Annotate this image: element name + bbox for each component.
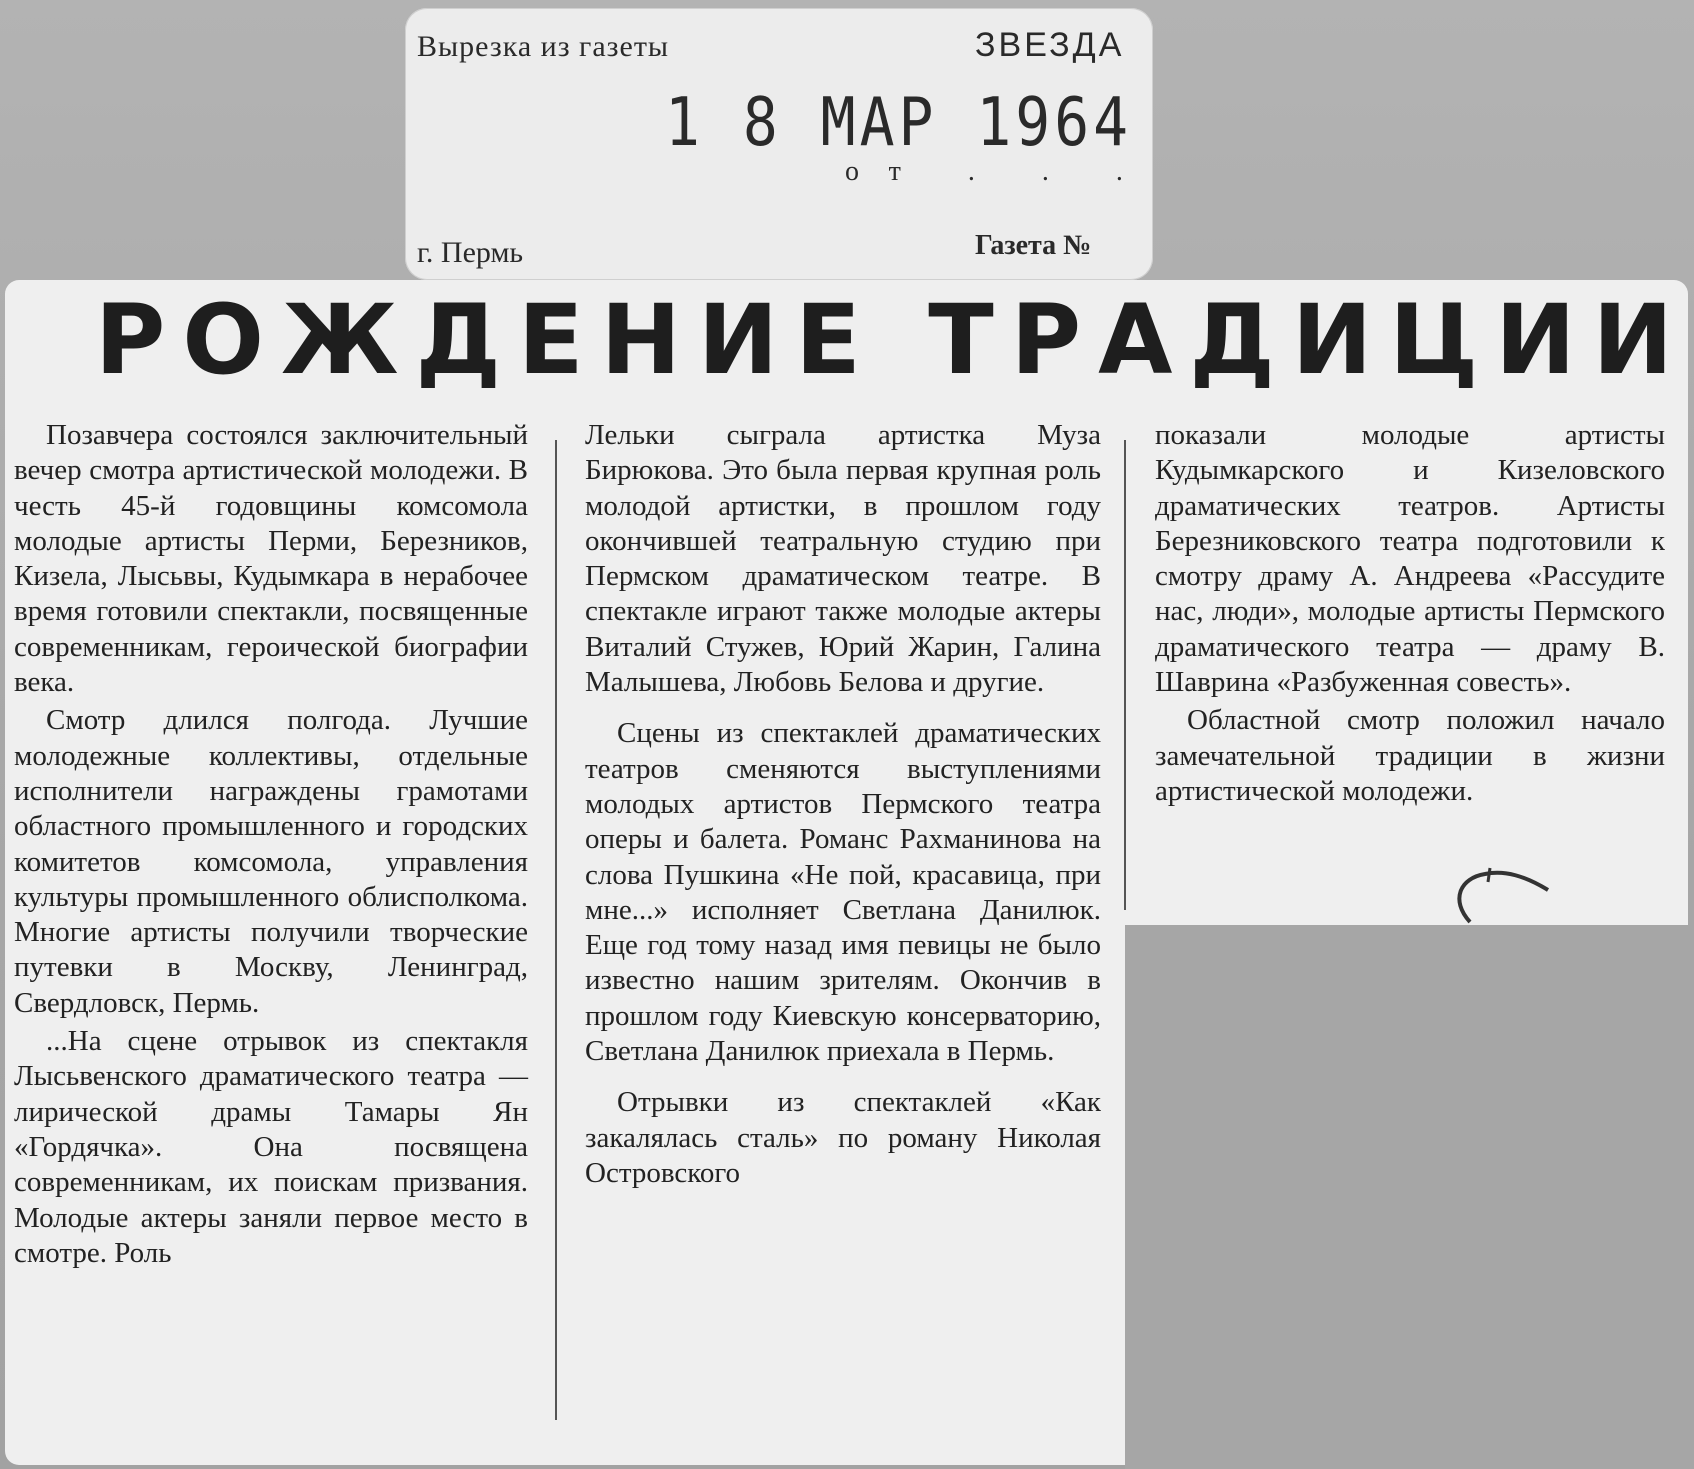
clipping-label-slip: [405, 8, 1153, 280]
slip-gazette-number: Газета №: [975, 230, 1092, 261]
clipping-cutout-corner: [1125, 925, 1694, 1469]
slip-date-stamp: 1 8 МАР 1964: [665, 82, 1133, 162]
column-2-paragraph: Отрывки из спектаклей «Как закалялась сталь» по роману Николая Островского: [585, 1086, 1101, 1189]
column-2-paragraph: Лельки сыграла артистка Муза Бирюкова. Это была первая крупная роль молодой артистки, в прошлом году окончившей театральную студию при Пермском драматическом театре. В спектакле играют также молодые актеры Виталий Стужев, Юрий Жарин, Галина Малышева, Любовь Белова и другие.: [585, 419, 1101, 699]
slip-from-field: [845, 156, 1153, 188]
article-column-3: [1155, 418, 1665, 809]
article-column-1: [14, 418, 528, 1271]
slip-newspaper-name: ЗВЕЗДА: [975, 26, 1125, 64]
article-headline: РОЖДЕНИЕ ТРАДИЦИИ: [95, 284, 1690, 396]
slip-from-dots: . . .: [967, 156, 1153, 187]
column-2-paragraph: Сцены из спектаклей драматических театров сменяются выступлениями молодых артистов Пермского театра оперы и балета. Романс Рахманинова на слова Пушкина «Не пой, красавица, при мне...» исполняет Светлана Данилюк. Еще год тому назад имя певицы не было известно нашим зрителям. Окончив в прошлом году Киевскую консерваторию, Светлана Данилюк приехала в Пермь.: [585, 717, 1101, 1068]
column-1-paragraph: Позавчера состоялся заключительный вечер смотра артистической молодежи. В честь 45-й годовщины комсомола молодые артисты Перми, Березников, Кизела, Лысьвы, Кудымкара в нерабочее время готовили спектакли, посвященные современникам, героической биографии века.: [14, 419, 528, 699]
column-3-paragraph: Областной смотр положил начало замечательной традиции в жизни артистической молодежи.: [1155, 704, 1665, 807]
column-3-paragraph: показали молодые артисты Кудымкарского и Кизеловского драматических театров. Артисты Березниковского театра подготовили к смотру драму А. Андреева «Рассудите нас, люди», молодые артисты Пермского драматического театра — драму В. Шаврина «Разбуженная совесть».: [1155, 419, 1665, 699]
slip-source-label: Вырезка из газеты: [417, 30, 670, 63]
column-1-paragraph: ...На сцене отрывок из спектакля Лысьвенского драматического театра — лирической драмы Тамары Ян «Гордячка». Она посвящена современникам, их поискам призвания. Молодые актеры заняли первое место в смотре. Роль: [14, 1025, 528, 1269]
column-divider: [1124, 440, 1126, 910]
slip-city: г. Пермь: [417, 236, 524, 269]
article-column-2: [585, 418, 1101, 1191]
column-1-paragraph: Смотр длился полгода. Лучшие молодежные коллективы, отдельные исполнители награждены грамотами областного промышленного и городских комитетов комсомола, управления культуры промышленного облисполкома. Многие артисты получили творческие путевки в Москву, Ленинград, Свердловск, Пермь.: [14, 704, 528, 1019]
handwritten-mark: [1430, 860, 1560, 930]
column-divider: [555, 440, 557, 1420]
slip-from-label: от: [845, 156, 931, 187]
